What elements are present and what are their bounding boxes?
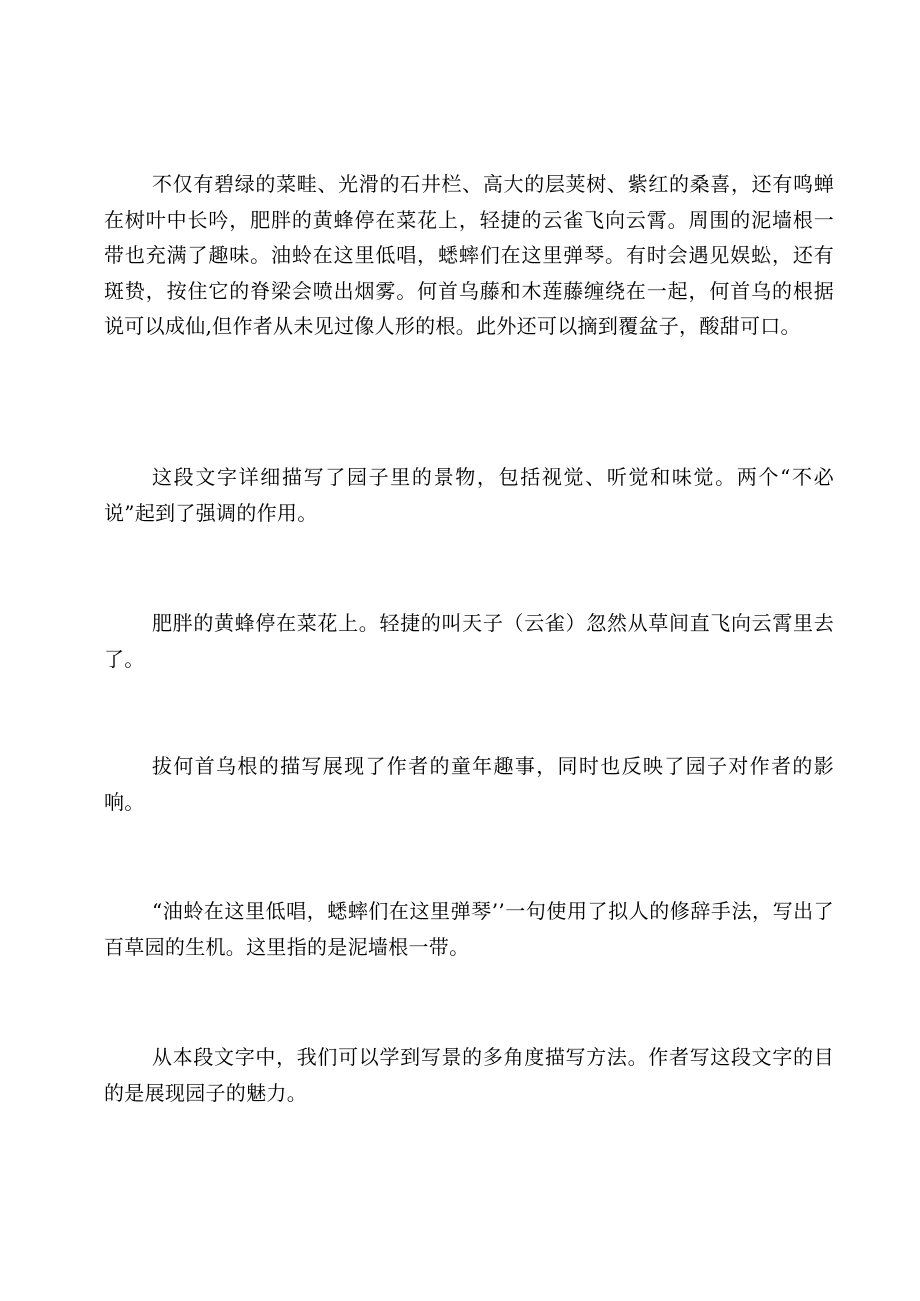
paragraph-bee-and-lark: 肥胖的黄蜂停在菜花上。轻捷的叫天子（云雀）忽然从草间直飞向云霄里去了。 bbox=[104, 611, 834, 671]
paragraph-writing-method: 从本段文字中，我们可以学到写景的多角度描写方法。作者写这段文字的目的是展现园子的魅力。 bbox=[104, 1045, 834, 1105]
paragraph-personification: “油蛉在这里低唱，蟋蟀们在这里弹琴’’一句使用了拟人的修辞手法，写出了百草园的生机。这里指的是泥墙根一带。 bbox=[104, 899, 834, 959]
paragraph-garden-description: 不仅有碧绿的菜畦、光滑的石井栏、高大的层荚树、紫红的桑喜，还有鸣蝉在树叶中长吟，肥胖的黄蜂停在菜花上，轻捷的云雀飞向云霄。周围的泥墙根一带也充满了趣味。油蛉在这里低唱，蟋蟀们在这里弹琴。有时会遇见娱蚣，还有斑贽，按住它的脊梁会喷出烟雾。何首乌藤和木莲藤缠绕在一起，何首乌的根据说可以成仙,但作者从未见过像人形的根。此外还可以摘到覆盆子，酸甜可口。 bbox=[104, 172, 834, 338]
paragraph-heshouwu-root: 拔何首乌根的描写展现了作者的童年趣事，同时也反映了园子对作者的影响。 bbox=[104, 754, 834, 814]
paragraph-senses-analysis: 这段文字详细描写了园子里的景物，包括视觉、听觉和味觉。两个“不必说”起到了强调的作用。 bbox=[104, 465, 834, 525]
